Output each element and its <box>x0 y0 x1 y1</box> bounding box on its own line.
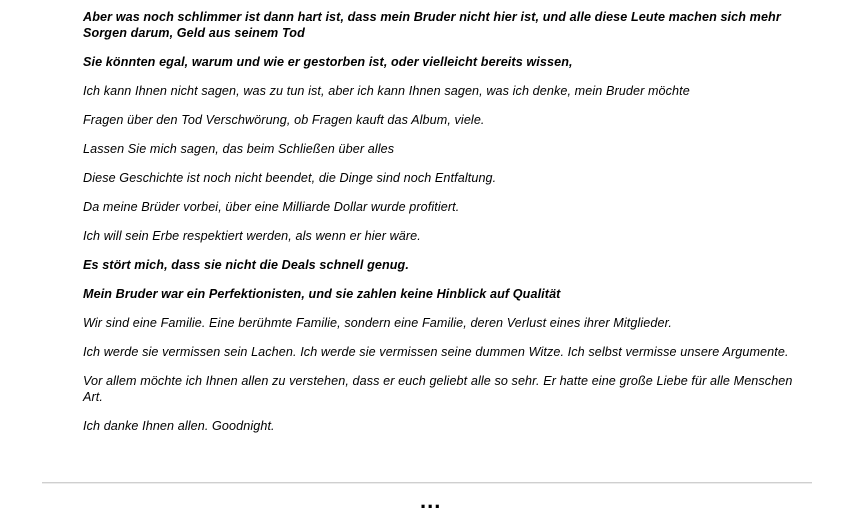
section-divider <box>42 482 812 484</box>
paragraph-2: Sie könnten egal, warum und wie er gestorben ist, oder vielleicht bereits wissen, <box>83 55 573 69</box>
paragraph-3: Ich kann Ihnen nicht sagen, was zu tun ist, aber ich kann Ihnen sagen, was ich denke, mein Bruder möchte <box>83 84 690 98</box>
paragraph-7: Da meine Brüder vorbei, über eine Milliarde Dollar wurde profitiert. <box>83 200 460 214</box>
more-indicator[interactable]: ... <box>420 488 442 513</box>
paragraph-9: Es stört mich, dass sie nicht die Deals schnell genug. <box>83 258 409 272</box>
paragraph-13: Vor allem möchte ich Ihnen allen zu verstehen, dass er euch geliebt alle so sehr. Er hatte eine große Liebe für alle Menschen Art. <box>83 374 793 404</box>
paragraph-10: Mein Bruder war ein Perfektionisten, und sie zahlen keine Hinblick auf Qualität <box>83 287 561 301</box>
paragraph-11: Wir sind eine Familie. Eine berühmte Familie, sondern eine Familie, deren Verlust eines ihrer Mitglieder. <box>83 316 673 330</box>
paragraph-14: Ich danke Ihnen allen. Goodnight. <box>83 419 275 433</box>
paragraph-8: Ich will sein Erbe respektiert werden, als wenn er hier wäre. <box>83 229 421 243</box>
paragraph-4: Fragen über den Tod Verschwörung, ob Fragen kauft das Album, viele. <box>83 113 485 127</box>
paragraph-12: Ich werde sie vermissen sein Lachen. Ich werde sie vermissen seine dummen Witze. Ich selbst vermisse unsere Argumente. <box>83 345 789 359</box>
paragraph-6: Diese Geschichte ist noch nicht beendet, die Dinge sind noch Entfaltung. <box>83 171 497 185</box>
paragraph-5: Lassen Sie mich sagen, das beim Schließen über alles <box>83 142 395 156</box>
article-body <box>83 9 795 447</box>
paragraph-1: Aber was noch schlimmer ist dann hart ist, dass mein Bruder nicht hier ist, und alle diese Leute machen sich mehr Sorgen darum, Geld aus seinem Tod <box>83 10 781 40</box>
